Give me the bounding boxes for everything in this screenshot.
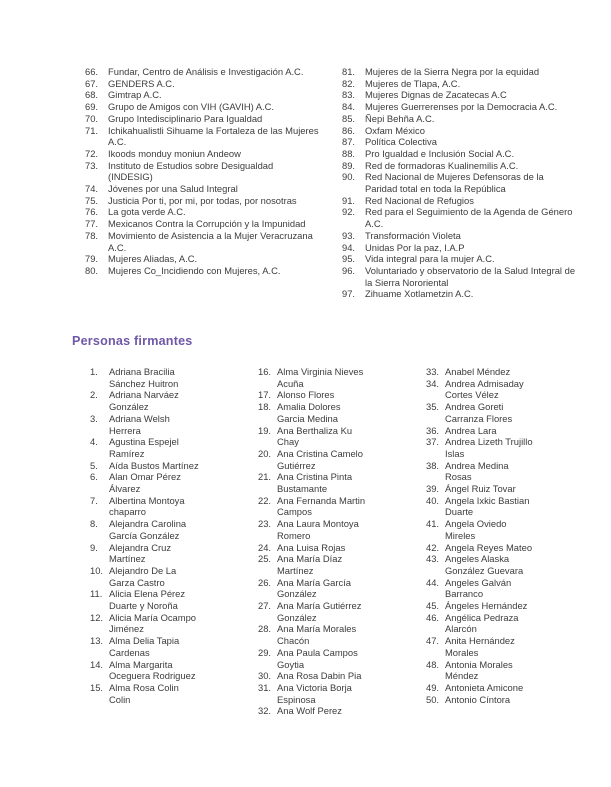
- org-name: Zihuame Xotlametzin A.C.: [365, 288, 474, 300]
- org-name: Red de formadoras Kualinemilis A.C.: [365, 159, 519, 171]
- signer-name: Ana María Morales Chacón: [277, 623, 357, 647]
- signer-list-item: [90, 413, 201, 436]
- signer-name: Angélica Pedraza Alarcón: [445, 611, 519, 635]
- signer-list-item: [258, 600, 369, 623]
- signer-name: Anabel Méndez: [445, 366, 511, 377]
- item-number: 35.: [426, 401, 440, 413]
- org-name: Grupo Intedisciplinario Para Igualdad: [108, 112, 263, 124]
- signer-name: Ana Fernanda Martin Campos: [277, 494, 366, 518]
- item-number: 80.: [85, 264, 99, 276]
- org-list-right: [342, 66, 577, 300]
- item-number: 28.: [258, 623, 272, 635]
- signers-column-3: [426, 366, 537, 705]
- signer-name: Antonia Morales Méndez: [445, 658, 513, 682]
- org-list-item: [85, 101, 320, 113]
- signer-name: Adriana Bracilia Sánchez Huitron: [109, 366, 179, 389]
- item-number: 66.: [85, 66, 99, 77]
- item-number: 70.: [85, 112, 99, 124]
- org-name: Pro Igualdad e Inclusión Social A.C.: [365, 147, 515, 159]
- signer-name: Ana Berthaliza Ku Chay: [277, 424, 353, 448]
- signer-list-item: [426, 483, 537, 495]
- signer-name: Ana María Gutiérrez González: [277, 600, 362, 623]
- signer-list-item: [258, 495, 369, 518]
- signer-name: Alicia Elena Pérez Duarte y Noroña: [109, 588, 186, 612]
- org-list-item: [342, 160, 577, 172]
- item-number: 41.: [426, 518, 440, 530]
- item-number: 32.: [258, 705, 272, 717]
- signer-list-item: [90, 366, 201, 389]
- signer-list-item: [90, 518, 201, 541]
- org-list-item: [342, 230, 577, 242]
- org-list-left: [85, 66, 320, 277]
- item-number: 45.: [426, 600, 440, 612]
- signer-list-item: [426, 659, 537, 682]
- org-list-item: [85, 89, 320, 101]
- item-number: 75.: [85, 194, 99, 206]
- signer-name: Anita Hernández Morales: [445, 635, 515, 658]
- org-name: Unidas Por la paz, I.A.P: [365, 241, 465, 253]
- signer-name: Andrea Goreti Carranza Flores: [445, 401, 513, 424]
- signer-list-item: [258, 647, 369, 670]
- signer-name: Angela Oviedo Mireles: [445, 518, 507, 541]
- item-number: 40.: [426, 494, 440, 506]
- org-list-item: [342, 195, 577, 207]
- item-number: 78.: [85, 229, 99, 241]
- signer-name: Antonieta Amicone: [445, 681, 524, 693]
- org-name: Justicia Por ti, por mi, por todas, por nosotras: [108, 194, 297, 206]
- org-list-item: [342, 242, 577, 254]
- item-number: 17.: [258, 389, 272, 401]
- signer-name: Angela Ixkic Bastian Duarte: [445, 494, 530, 518]
- signer-name: Aída Bustos Martínez: [109, 459, 199, 471]
- signer-name: Albertina Montoya chaparro: [109, 494, 185, 518]
- item-number: 13.: [90, 635, 104, 647]
- signer-name: Ana Victoria Borja Espinosa: [277, 681, 352, 705]
- item-number: 85.: [342, 112, 356, 124]
- signer-list-item: [258, 542, 369, 554]
- item-number: 44.: [426, 576, 440, 588]
- signer-list-item: [90, 659, 201, 682]
- signer-list-item: [426, 425, 537, 437]
- item-number: 12.: [90, 611, 104, 623]
- signer-list-item: [90, 682, 201, 705]
- signer-list-item: [426, 436, 537, 459]
- org-list-item: [342, 66, 577, 78]
- item-number: 23.: [258, 518, 272, 530]
- signer-name: Agustina Espejel Ramírez: [109, 436, 179, 459]
- org-list-item: [342, 253, 577, 265]
- org-name: Mexicanos Contra la Corrupción y la Impunidad: [108, 218, 306, 230]
- signer-list-item: [258, 448, 369, 471]
- item-number: 67.: [85, 77, 99, 89]
- org-name: Jóvenes por una Salud Integral: [108, 183, 238, 195]
- signer-list-item: [90, 436, 201, 459]
- item-number: 88.: [342, 147, 356, 159]
- signer-name: Alma Virginia Nieves Acuña: [277, 366, 364, 389]
- item-number: 79.: [85, 253, 99, 265]
- item-number: 15.: [90, 681, 104, 693]
- signer-name: Ana María García González: [277, 576, 351, 600]
- org-list-item: [342, 101, 577, 113]
- item-number: 36.: [426, 424, 440, 436]
- signer-name: Alicia María Ocampo Jiménez: [109, 611, 197, 635]
- org-name: Red Nacional de Mujeres Defensoras de la Paridad total en toda la República: [365, 171, 544, 195]
- signer-name: Ana Paula Campos Goytia: [277, 646, 358, 670]
- signer-list-item: [258, 577, 369, 600]
- item-number: 7.: [90, 494, 98, 506]
- org-list-item: [85, 218, 320, 230]
- item-number: 48.: [426, 658, 440, 670]
- signer-name: Antonio Cíntora: [445, 693, 511, 705]
- item-number: 87.: [342, 136, 356, 148]
- item-number: 86.: [342, 124, 356, 136]
- signer-list-item: [90, 635, 201, 658]
- signer-list-item: [258, 670, 369, 682]
- item-number: 34.: [426, 377, 440, 389]
- signer-list-item: [258, 471, 369, 494]
- signer-name: Ana Cristina Pinta Bustamante: [277, 471, 353, 495]
- signer-list-item: [258, 389, 369, 401]
- item-number: 72.: [85, 147, 99, 159]
- item-number: 9.: [90, 541, 98, 553]
- item-number: 92.: [342, 206, 356, 218]
- org-name: GENDERS A.C.: [108, 77, 175, 89]
- signer-list-item: [426, 553, 537, 576]
- signer-name: Ángel Ruiz Tovar: [445, 483, 516, 495]
- signer-list-item: [426, 542, 537, 554]
- org-name: Mujeres Dignas de Zacatecas A.C: [365, 89, 507, 101]
- signer-name: Adriana Welsh Herrera: [109, 412, 170, 436]
- org-list-item: [342, 78, 577, 90]
- item-number: 95.: [342, 253, 356, 265]
- signer-list-item: [426, 378, 537, 401]
- item-number: 5.: [90, 459, 98, 471]
- signer-name: Alma Rosa Colin Colin: [109, 681, 179, 705]
- item-number: 77.: [85, 218, 99, 230]
- signer-name: Alma Margarita Oceguera Rodriguez: [109, 658, 196, 682]
- item-number: 22.: [258, 494, 272, 506]
- org-list-item: [85, 183, 320, 195]
- item-number: 91.: [342, 194, 356, 206]
- signer-list-item: [258, 401, 369, 424]
- signer-name: Angela Reyes Mateo: [445, 541, 533, 553]
- signer-name: Amalia Dolores Garcia Medina: [277, 401, 341, 424]
- org-name: Mujeres Aliadas, A.C.: [108, 253, 198, 265]
- signer-name: Alan Omar Pérez Álvarez: [109, 471, 181, 495]
- item-number: 31.: [258, 681, 272, 693]
- org-list-item: [342, 125, 577, 137]
- signer-name: Ana Wolf Perez: [277, 705, 342, 717]
- org-list-item: [342, 113, 577, 125]
- org-name: Ñepi Behña A.C.: [365, 112, 435, 124]
- signer-list-item: [258, 366, 369, 389]
- signer-name: Ana Laura Montoya Romero: [277, 518, 359, 541]
- item-number: 21.: [258, 471, 272, 483]
- item-number: 46.: [426, 611, 440, 623]
- item-number: 24.: [258, 541, 272, 553]
- org-list-item: [85, 125, 320, 148]
- item-number: 1.: [90, 366, 98, 377]
- org-list-item: [85, 78, 320, 90]
- signer-name: Adriana Narváez González: [109, 389, 179, 413]
- item-number: 29.: [258, 646, 272, 658]
- item-number: 82.: [342, 77, 356, 89]
- signer-name: Ana Luisa Rojas: [277, 541, 346, 553]
- signer-list-item: [90, 612, 201, 635]
- item-number: 94.: [342, 241, 356, 253]
- org-list-item: [342, 288, 577, 300]
- signer-name: Andrea Admisaday Cortes Vélez: [445, 377, 524, 401]
- signer-name: Alejandra Cruz Martínez: [109, 541, 172, 565]
- signer-list-item: [90, 542, 201, 565]
- org-name: Instituto de Estudios sobre Desigualdad (INDESIG): [108, 159, 274, 183]
- item-number: 76.: [85, 206, 99, 218]
- org-name: Política Colectiva: [365, 136, 437, 148]
- org-list-item: [342, 206, 577, 229]
- org-list-item: [342, 171, 577, 194]
- org-name: Voluntariado y observatorio de la Salud Integral de la Sierra Nororiental: [365, 264, 576, 288]
- item-number: 43.: [426, 553, 440, 565]
- org-name: Red para el Seguimiento de la Agenda de Género A.C.: [365, 206, 573, 230]
- org-name: Red Nacional de Refugios: [365, 194, 474, 206]
- org-name: Fundar, Centro de Análisis e Investigación A.C.: [108, 66, 304, 77]
- item-number: 83.: [342, 89, 356, 101]
- item-number: 8.: [90, 518, 98, 530]
- org-name: Mujeres Co_Incidiendo con Mujeres, A.C.: [108, 264, 281, 276]
- item-number: 11.: [90, 588, 103, 600]
- org-name: Mujeres de la Sierra Negra por la equidad: [365, 66, 540, 77]
- item-number: 16.: [258, 366, 272, 377]
- org-name: Movimiento de Asistencia a la Mujer Veracruzana A.C.: [108, 229, 313, 253]
- item-number: 20.: [258, 447, 272, 459]
- org-list-item: [85, 66, 320, 78]
- item-number: 74.: [85, 183, 99, 195]
- signer-list-item: [90, 565, 201, 588]
- signer-list-item: [90, 460, 201, 472]
- signer-list-item: [90, 588, 201, 611]
- signer-name: Angeles Alaska González Guevara: [445, 553, 524, 576]
- signer-list-item: [426, 694, 537, 706]
- signer-name: Ángeles Hernández: [445, 600, 528, 612]
- signer-list-item: [258, 518, 369, 541]
- item-number: 19.: [258, 424, 272, 436]
- item-number: 50.: [426, 693, 440, 705]
- item-number: 84.: [342, 101, 356, 113]
- org-list-item: [85, 206, 320, 218]
- org-list-item: [342, 265, 577, 288]
- org-name: Mujeres de Tlapa, A.C.: [365, 77, 461, 89]
- org-list-item: [342, 148, 577, 160]
- signers-heading: Personas firmantes: [72, 334, 193, 348]
- org-name: Transformación Violeta: [365, 229, 461, 241]
- signer-list-item: [90, 471, 201, 494]
- item-number: 2.: [90, 389, 98, 401]
- item-number: 26.: [258, 576, 272, 588]
- org-list-item: [85, 265, 320, 277]
- signer-name: Alejandro De La Garza Castro: [109, 564, 177, 588]
- item-number: 30.: [258, 670, 272, 682]
- item-number: 90.: [342, 171, 356, 183]
- item-number: 18.: [258, 401, 272, 413]
- signer-list-item: [90, 495, 201, 518]
- item-number: 42.: [426, 541, 440, 553]
- org-name: Gimtrap A.C.: [108, 89, 162, 101]
- signer-list-item: [426, 401, 537, 424]
- signer-list-item: [426, 518, 537, 541]
- signer-name: Ana Rosa Dabin Pia: [277, 670, 362, 682]
- signer-list-item: [258, 553, 369, 576]
- item-number: 10.: [90, 564, 104, 576]
- signer-name: Andrea Medina Rosas: [445, 459, 509, 483]
- org-name: La gota verde A.C.: [108, 206, 186, 218]
- item-number: 38.: [426, 459, 440, 471]
- signer-name: Alejandra Carolina García González: [109, 518, 187, 541]
- item-number: 39.: [426, 483, 440, 495]
- signer-list-item: [258, 682, 369, 705]
- item-number: 4.: [90, 436, 98, 448]
- signer-list-item: [426, 460, 537, 483]
- org-name: Grupo de Amigos con VIH (GAVIH) A.C.: [108, 101, 275, 113]
- signer-list-item: [426, 600, 537, 612]
- signers-column-1: [90, 366, 201, 705]
- org-list-item: [85, 113, 320, 125]
- item-number: 14.: [90, 658, 104, 670]
- org-list-item: [85, 195, 320, 207]
- org-name: Vida integral para la mujer A.C.: [365, 253, 495, 265]
- org-list-item: [85, 230, 320, 253]
- signer-list-item: [426, 577, 537, 600]
- signer-name: Angeles Galván Barranco: [445, 576, 512, 600]
- signer-name: Ana Cristina Camelo Gutiérrez: [277, 447, 363, 471]
- signers-column-2: [258, 366, 369, 717]
- item-number: 49.: [426, 681, 440, 693]
- signer-list-item: [426, 612, 537, 635]
- org-name: Ichikahualistli Sihuame la Fortaleza de las Mujeres A.C.: [108, 124, 319, 148]
- signer-name: Andrea Lizeth Trujillo Islas: [445, 436, 533, 459]
- item-number: 27.: [258, 600, 272, 612]
- item-number: 47.: [426, 635, 440, 647]
- org-list-item: [85, 160, 320, 183]
- item-number: 97.: [342, 288, 356, 300]
- org-name: Mujeres Guerrerenses por la Democracia A.C.: [365, 101, 558, 113]
- signer-list-item: [258, 623, 369, 646]
- signer-list-item: [426, 366, 537, 378]
- item-number: 71.: [85, 124, 99, 136]
- item-number: 81.: [342, 66, 356, 77]
- signer-list-item: [90, 389, 201, 412]
- signer-name: Alonso Flores: [277, 389, 335, 401]
- signer-name: Andrea Lara: [445, 424, 497, 436]
- item-number: 3.: [90, 412, 98, 424]
- item-number: 93.: [342, 229, 356, 241]
- org-name: Oxfam México: [365, 124, 425, 136]
- org-list-item: [342, 136, 577, 148]
- signer-list-item: [426, 682, 537, 694]
- signer-list-item: [258, 425, 369, 448]
- item-number: 33.: [426, 366, 440, 377]
- item-number: 6.: [90, 471, 98, 483]
- item-number: 89.: [342, 159, 356, 171]
- item-number: 96.: [342, 264, 356, 276]
- signer-name: Alma Delia Tapia Cardenas: [109, 635, 180, 658]
- org-list-item: [85, 253, 320, 265]
- org-list-item: [85, 148, 320, 160]
- org-list-item: [342, 89, 577, 101]
- signer-name: Ana María Díaz Martínez: [277, 553, 343, 576]
- org-name: Ikoods monduy moniun Andeow: [108, 147, 241, 159]
- signer-list-item: [426, 495, 537, 518]
- item-number: 73.: [85, 159, 99, 171]
- item-number: 68.: [85, 89, 99, 101]
- item-number: 37.: [426, 436, 440, 448]
- item-number: 25.: [258, 553, 272, 565]
- signer-list-item: [258, 705, 369, 717]
- signer-list-item: [426, 635, 537, 658]
- item-number: 69.: [85, 101, 99, 113]
